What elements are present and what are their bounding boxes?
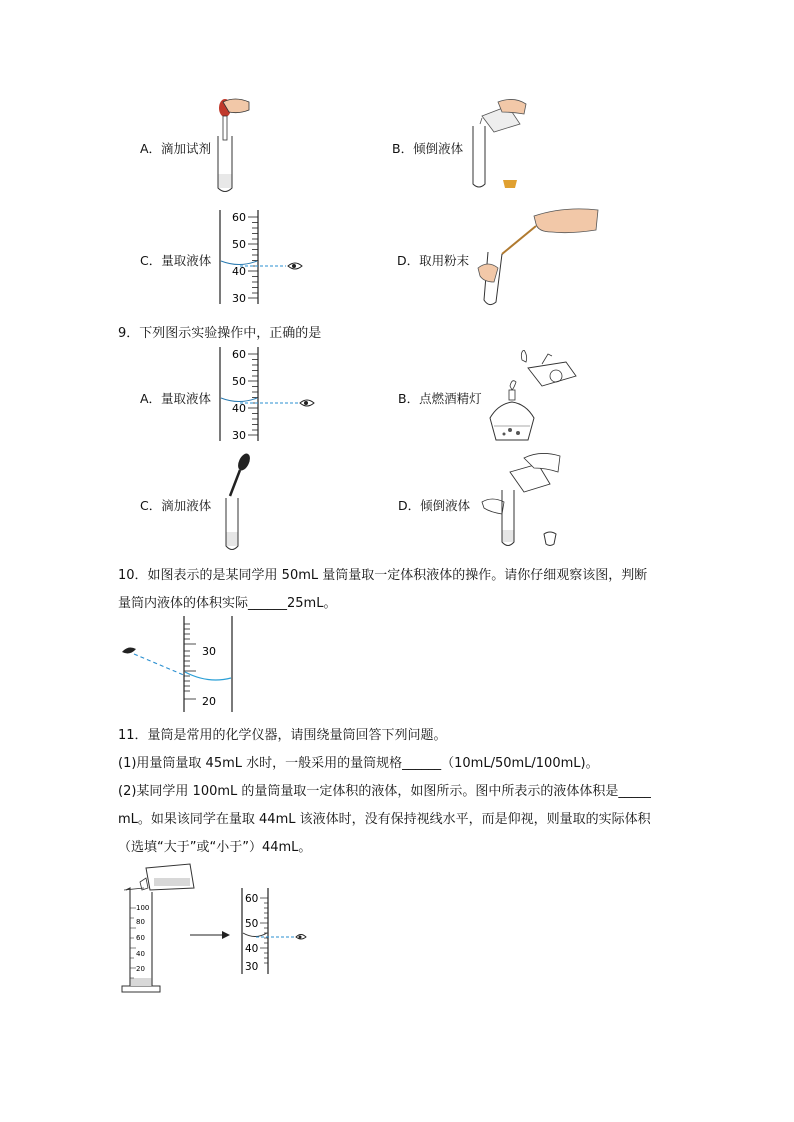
eye-icon bbox=[296, 935, 306, 940]
q10-stem-line2: 量筒内液体的体积实际______25mL。 bbox=[118, 596, 337, 611]
cylinder-reading-q11-illustration bbox=[236, 886, 326, 976]
cylinder-9a-tick-30: 30 bbox=[232, 429, 246, 442]
q8-option-a-label: A．滴加试剂 bbox=[140, 141, 212, 156]
big-cylinder-tick-100: 100 bbox=[136, 904, 150, 912]
q11-part2-line2: mL。如果该同学在量取 44mL 该液体时，没有保持视线水平，而是仰视，则量取的实际体积 bbox=[118, 812, 651, 827]
q8-option-c-label: C．量取液体 bbox=[140, 253, 212, 268]
q9-option-a-label: A．量取液体 bbox=[140, 391, 212, 406]
q11-part2-line1: (2)某同学用 100mL 的量筒量取一定体积的液体，如图所示。图中所表示的液体体积是_____ bbox=[118, 784, 651, 799]
cylinder-c-tick-40: 40 bbox=[232, 265, 246, 278]
pouring-liquid-illustration bbox=[468, 98, 528, 193]
big-cylinder-tick-60: 60 bbox=[136, 934, 145, 942]
q8-option-b-label: B．倾倒液体 bbox=[392, 141, 464, 156]
q11-tick-50: 50 bbox=[245, 918, 259, 930]
q10-stem-line1: 10．如图表示的是某同学用 50mL 量筒量取一定体积液体的操作。请你仔细观察该图，判断 bbox=[118, 568, 648, 583]
big-cylinder-tick-20: 20 bbox=[136, 965, 145, 973]
q9-option-c-label: C．滴加液体 bbox=[140, 498, 212, 513]
eye-icon bbox=[122, 648, 136, 654]
q10-tick-20: 20 bbox=[202, 695, 216, 708]
big-cylinder-tick-80: 80 bbox=[136, 918, 145, 926]
dropper-test-tube-illustration bbox=[205, 96, 255, 196]
cylinder-reading-9a-illustration bbox=[212, 345, 322, 443]
q11-part2-line3: （选填“大于”或“小于”）44mL。 bbox=[118, 840, 312, 855]
cylinder-9a-tick-50: 50 bbox=[232, 375, 246, 388]
alcohol-lamp-illustration bbox=[486, 350, 586, 444]
q9-option-b-label: B．点燃酒精灯 bbox=[398, 391, 482, 406]
cylinder-9a-tick-40: 40 bbox=[232, 402, 246, 415]
q9-option-d-label: D．倾倒液体 bbox=[398, 498, 471, 513]
cylinder-c-tick-30: 30 bbox=[232, 292, 246, 305]
cylinder-c-tick-60: 60 bbox=[232, 211, 246, 224]
cylinder-reading-c-illustration bbox=[212, 208, 312, 306]
eye-icon bbox=[300, 400, 314, 406]
eye-icon bbox=[288, 263, 302, 269]
cylinder-9a-tick-60: 60 bbox=[232, 348, 246, 361]
dropper-above-tube-illustration bbox=[216, 452, 256, 554]
q11-tick-40: 40 bbox=[245, 943, 259, 955]
powder-spatula-illustration bbox=[474, 206, 604, 310]
right-arrow-icon bbox=[188, 928, 232, 942]
q10-tick-30: 30 bbox=[202, 645, 216, 658]
q11-tick-60: 60 bbox=[245, 893, 259, 905]
cylinder-reading-q10-illustration bbox=[116, 614, 246, 714]
q9-stem: 9．下列图示实验操作中，正确的是 bbox=[118, 326, 322, 341]
q11-stem: 11．量筒是常用的化学仪器，请围绕量筒回答下列问题。 bbox=[118, 728, 447, 743]
q11-part1: (1)用量筒量取 45mL 水时，一般采用的量筒规格______（10mL/50mL/100mL)。 bbox=[118, 756, 599, 771]
pouring-bottle-illustration bbox=[480, 450, 570, 550]
cylinder-c-tick-50: 50 bbox=[232, 238, 246, 251]
q8-option-d-label: D．取用粉末 bbox=[397, 253, 470, 268]
big-cylinder-tick-40: 40 bbox=[136, 950, 145, 958]
q11-tick-30: 30 bbox=[245, 961, 259, 973]
